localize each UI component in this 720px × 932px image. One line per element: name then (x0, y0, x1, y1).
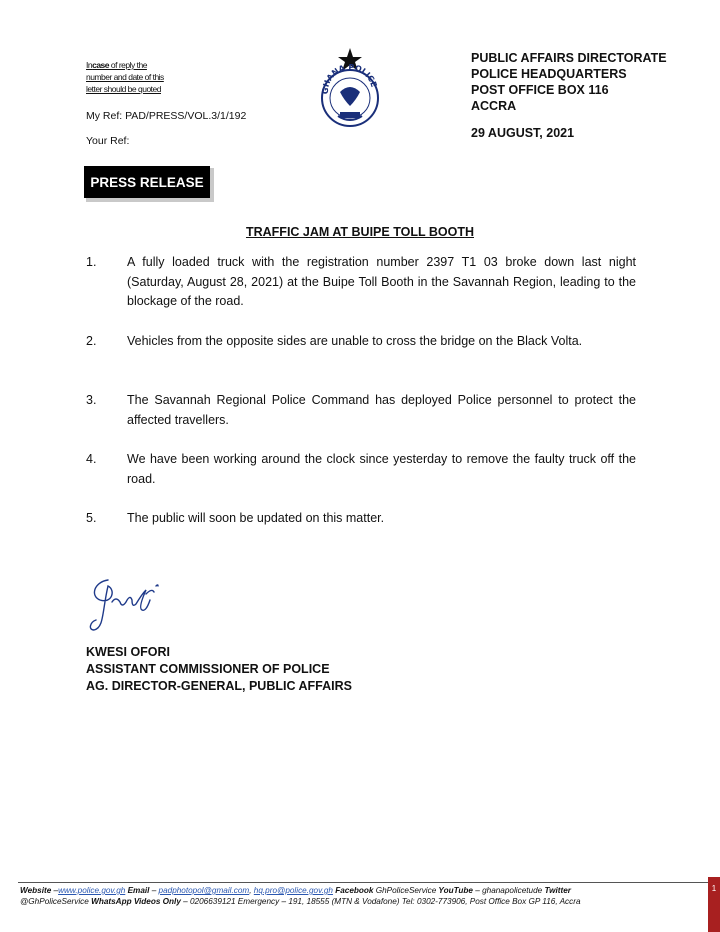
item-text: We have been working around the clock since yesterday to remove the faulty truck off the road. (127, 452, 636, 486)
list-item (86, 509, 636, 529)
reply-note (86, 59, 164, 95)
footer-line-2: @GhPoliceService WhatsApp Videos Only – 0206639121 Emergency – 191, 18555 (MTN & Vodafone) Tel: 0302-773906, Post Office Box GP 116, Accra (20, 897, 581, 906)
email-link-1[interactable]: padphotopol@gmail.com (158, 886, 250, 895)
signer-name: KWESI OFORI (86, 645, 171, 659)
email-link-2[interactable]: hq.pro@police.gov.gh (253, 886, 333, 895)
ghana-police-emblem (318, 46, 382, 132)
item-number: 3. (86, 393, 97, 407)
list-item (86, 332, 636, 352)
release-title: TRAFFIC JAM AT BUIPE TOLL BOOTH (245, 225, 474, 239)
reply-note-line1: Incase of reply the (86, 60, 147, 70)
police-crest-icon (318, 46, 382, 132)
item-number: 5. (86, 511, 97, 525)
item-text: The public will soon be updated on this matter. (127, 511, 385, 525)
item-number: 1. (86, 255, 97, 269)
footer-line-1: Website –www.police.gov.gh Email – padphotopol@gmail.com, hq.pro@police.gov.gh Facebook GhPoliceService YouTube – ghanapolicetude Twitter (20, 886, 571, 895)
list-item (86, 391, 636, 430)
address-line: POLICE HEADQUARTERS (471, 67, 627, 81)
item-text: A fully loaded truck with the registration number 2397 T1 03 broke down last night (Saturday, August 28, 2021) at the Buipe Toll Booth in the Savannah Region, leading to the blockage of the road. (127, 255, 636, 309)
footer-contacts (20, 885, 700, 907)
item-text: Vehicles from the opposite sides are unable to cross the bridge on the Black Volta. (127, 334, 583, 348)
address-line: ACCRA (471, 99, 517, 113)
signer-rank: ASSISTANT COMMISSIONER OF POLICE (86, 662, 330, 676)
website-link[interactable]: www.police.gov.gh (58, 886, 126, 895)
reply-note-line3: letter should be quoted (86, 84, 161, 94)
signer-role: AG. DIRECTOR-GENERAL, PUBLIC AFFAIRS (86, 679, 352, 693)
item-text: The Savannah Regional Police Command has deployed Police personnel to protect the affected travellers. (127, 393, 636, 427)
footer-divider (18, 882, 710, 883)
press-release-label: PRESS RELEASE (84, 166, 210, 198)
item-number: 2. (86, 334, 97, 348)
address-line: PUBLIC AFFAIRS DIRECTORATE (471, 51, 667, 65)
item-number: 4. (86, 452, 97, 466)
list-item (86, 253, 636, 312)
sender-address (471, 50, 667, 114)
your-ref: Your Ref: (86, 135, 130, 147)
handwritten-signature (86, 572, 170, 636)
letter-date: 29 AUGUST, 2021 (471, 126, 575, 140)
signer-block (86, 644, 352, 695)
page-number-tab (708, 877, 720, 932)
reply-note-line2: number and date of this (86, 72, 164, 82)
svg-text:GHANA POLICE: GHANA POLICE (320, 62, 379, 95)
list-item (86, 450, 636, 489)
page-number: 1 (711, 884, 717, 893)
signature-icon (86, 572, 170, 636)
address-line: POST OFFICE BOX 116 (471, 83, 609, 97)
my-ref: My Ref: PAD/PRESS/VOL.3/1/192 (86, 110, 247, 122)
